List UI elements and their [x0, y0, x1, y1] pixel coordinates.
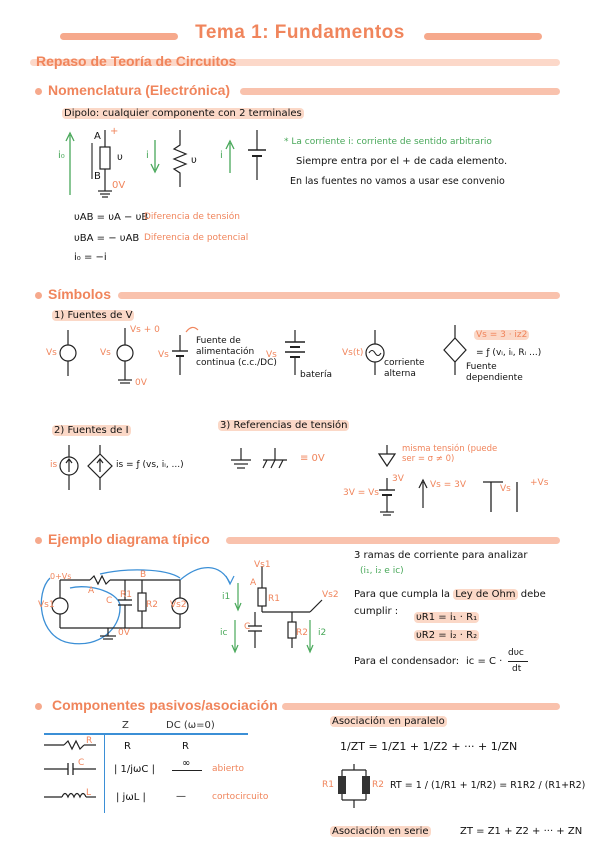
ex-frac-line — [508, 661, 528, 662]
label-dep-eq: Vs = 3 · iz2 — [476, 330, 528, 340]
ex-text1: 3 ramas de corriente para analizar — [354, 550, 528, 561]
par-r2: R2 — [372, 780, 384, 790]
row-z-c: | 1/jωC | — [114, 764, 155, 775]
bullet-dot — [35, 88, 42, 95]
label-alimentacion: Fuente de alimentación continua (c.c./DC) — [196, 336, 277, 368]
row-dc-c: ∞ — [182, 758, 191, 769]
row-z-l: | jωL | — [116, 792, 146, 803]
eq-i0: i₀ = −i — [74, 252, 107, 263]
label-vs-3: Vs — [158, 350, 169, 360]
ex-r1-right: R1 — [268, 594, 280, 604]
label-b: B — [94, 171, 101, 182]
label-ov: 0V — [135, 378, 147, 388]
label-dep-func: = ƒ (vᵢ, iᵢ, Rᵢ ...) — [476, 348, 542, 358]
open-circuit-icon — [172, 770, 202, 771]
heading-bar — [226, 537, 560, 544]
label-vs-t: Vs(t) — [342, 348, 364, 358]
label-ov: 0V — [112, 180, 126, 191]
col-z: Z — [122, 720, 129, 731]
col-dc: DC (ω=0) — [166, 720, 215, 731]
label-vs-4: Vs — [266, 350, 277, 360]
label-v2: υ — [191, 155, 197, 166]
ex-eq-c-den: dt — [512, 664, 522, 674]
label-dep: Fuente dependiente — [466, 362, 523, 383]
row-dc-note-c: abierto — [212, 764, 245, 774]
row-dc-r: R — [182, 741, 189, 752]
subtitle: Repaso de Teoría de Circuitos — [36, 53, 237, 69]
label-is: is — [50, 460, 58, 470]
title-bar-right — [424, 33, 542, 40]
ex-text1b: (i₁, i₂ e ic) — [360, 566, 404, 576]
heading-bar — [118, 292, 560, 299]
ex-r2: R2 — [146, 600, 158, 610]
table-divider — [104, 733, 105, 813]
heading-simbolos: Símbolos — [48, 286, 112, 302]
sub-fuentes-i: 2) Fuentes de I — [54, 425, 129, 436]
ex-i2: i2 — [318, 628, 327, 638]
ex-eq-c: ic = C · — [466, 656, 503, 667]
ex-a: A — [88, 586, 95, 596]
example-circuit — [30, 558, 350, 668]
label-i: i — [146, 150, 149, 161]
label-misma: misma tensión (puede ser = σ ≠ 0) — [402, 444, 498, 464]
label-3v: 3V — [392, 474, 404, 484]
label-i0: i₀ — [58, 150, 65, 161]
heading-ejemplo: Ejemplo diagrama típico — [48, 531, 210, 547]
label-plus-vs: +Vs — [530, 478, 549, 488]
note-siempre: Siempre entra por el + de cada elemento. — [296, 156, 508, 167]
sub-fuentes-v: 1) Fuentes de V — [54, 310, 133, 321]
dipolo-text: Dipolo: cualquier componente con 2 terminales — [64, 108, 302, 119]
ex-ov: 0V — [118, 628, 130, 638]
label-v: υ — [117, 152, 123, 163]
parallel-resistors — [334, 762, 374, 812]
row-sym-r: R — [86, 736, 93, 746]
ex-c-right: C — [244, 622, 251, 632]
passive-symbols — [44, 735, 104, 815]
ex-vs1: Vs1 — [38, 600, 55, 610]
ex-text2: Para que cumpla la Ley de Ohm debe — [354, 589, 546, 600]
paralelo-title: Asociación en paralelo — [332, 716, 445, 727]
bullet-dot — [35, 703, 42, 710]
eq-vab-note: Diferencia de tensión — [144, 212, 240, 222]
ex-i1: i1 — [222, 592, 231, 602]
note-corriente: * La corriente i: corriente de sentido arbitrario — [284, 137, 492, 147]
ex-c: C — [106, 596, 113, 606]
ex-vs2: Vs2 — [170, 600, 187, 610]
ex-vs1-right: Vs1 — [254, 560, 271, 570]
current-sources — [55, 440, 165, 500]
dipolo-diagrams — [50, 125, 280, 205]
ex-r1: R1 — [120, 590, 132, 600]
ex-a-right: A — [250, 578, 257, 588]
par-r1: R1 — [322, 780, 334, 790]
bullet-dot — [35, 292, 42, 299]
bullet-dot — [35, 537, 42, 544]
label-vs3v: Vs = 3V — [430, 480, 466, 490]
ex-ic: ic — [220, 628, 228, 638]
rt-eq: RT = 1 / (1/R1 + 1/R2) = R1R2 / (R1+R2) — [390, 780, 586, 791]
ex-text3: Para el condensador: — [354, 656, 460, 667]
heading-nomenclatura: Nomenclatura (Electrónica) — [48, 82, 231, 98]
ex-r2-right: R2 — [296, 628, 308, 638]
ex-vs2-right: Vs2 — [322, 590, 339, 600]
serie-eq: ZT = Z1 + Z2 + ··· + ZN — [460, 826, 583, 837]
label-3veq: 3V = Vs — [343, 488, 379, 498]
label-alterna: corriente alterna — [384, 358, 425, 379]
row-z-r: R — [124, 741, 131, 752]
eq-vab: υAB = υA − υB — [74, 212, 149, 223]
heading-bar — [240, 88, 560, 95]
row-dc-note-l: cortocircuito — [212, 792, 269, 802]
row-sym-l: L — [86, 788, 92, 798]
serie-title: Asociación en serie — [332, 826, 429, 837]
ex-top: 0+Vs — [50, 572, 72, 581]
sub-referencias: 3) Referencias de tensión — [220, 420, 348, 431]
label-a: A — [94, 131, 101, 142]
eq-vba-note: Diferencia de potencial — [144, 233, 249, 243]
label-vs-ref: Vs — [500, 484, 511, 494]
page-title: Tema 1: Fundamentos — [195, 22, 405, 43]
label-ref0: ≡ 0V — [300, 453, 325, 464]
label-i-right: i — [220, 150, 223, 161]
ex-eq-c-num: dυc — [508, 648, 524, 658]
ex-b: B — [140, 570, 147, 580]
note-fuentes: En las fuentes no vamos a usar ese convenio — [290, 176, 505, 187]
heading-pasivos: Componentes pasivos/asociación — [52, 697, 278, 713]
label-bateria: batería — [300, 370, 333, 380]
label-is-eq: is = ƒ (vs, iᵢ, ...) — [116, 460, 184, 470]
label-plus: + — [110, 126, 119, 137]
heading-bar — [282, 703, 560, 710]
ex-eq-r1: υR1 = i₁ · R₁ — [416, 612, 478, 623]
ex-text2d: cumplir : — [354, 606, 399, 617]
eq-vba: υBA = − υAB — [74, 233, 140, 244]
label-vs-2: Vs — [100, 348, 111, 358]
label-vs-1: Vs — [46, 348, 57, 358]
ex-eq-r2: υR2 = i₂ · R₂ — [416, 630, 478, 641]
paralelo-eq: 1/ZT = 1/Z1 + 1/Z2 + ··· + 1/ZN — [340, 740, 518, 753]
row-sym-c: C — [78, 758, 85, 768]
label-vs-plus0: Vs + 0 — [130, 325, 160, 335]
row-dc-l: — — [176, 791, 186, 802]
